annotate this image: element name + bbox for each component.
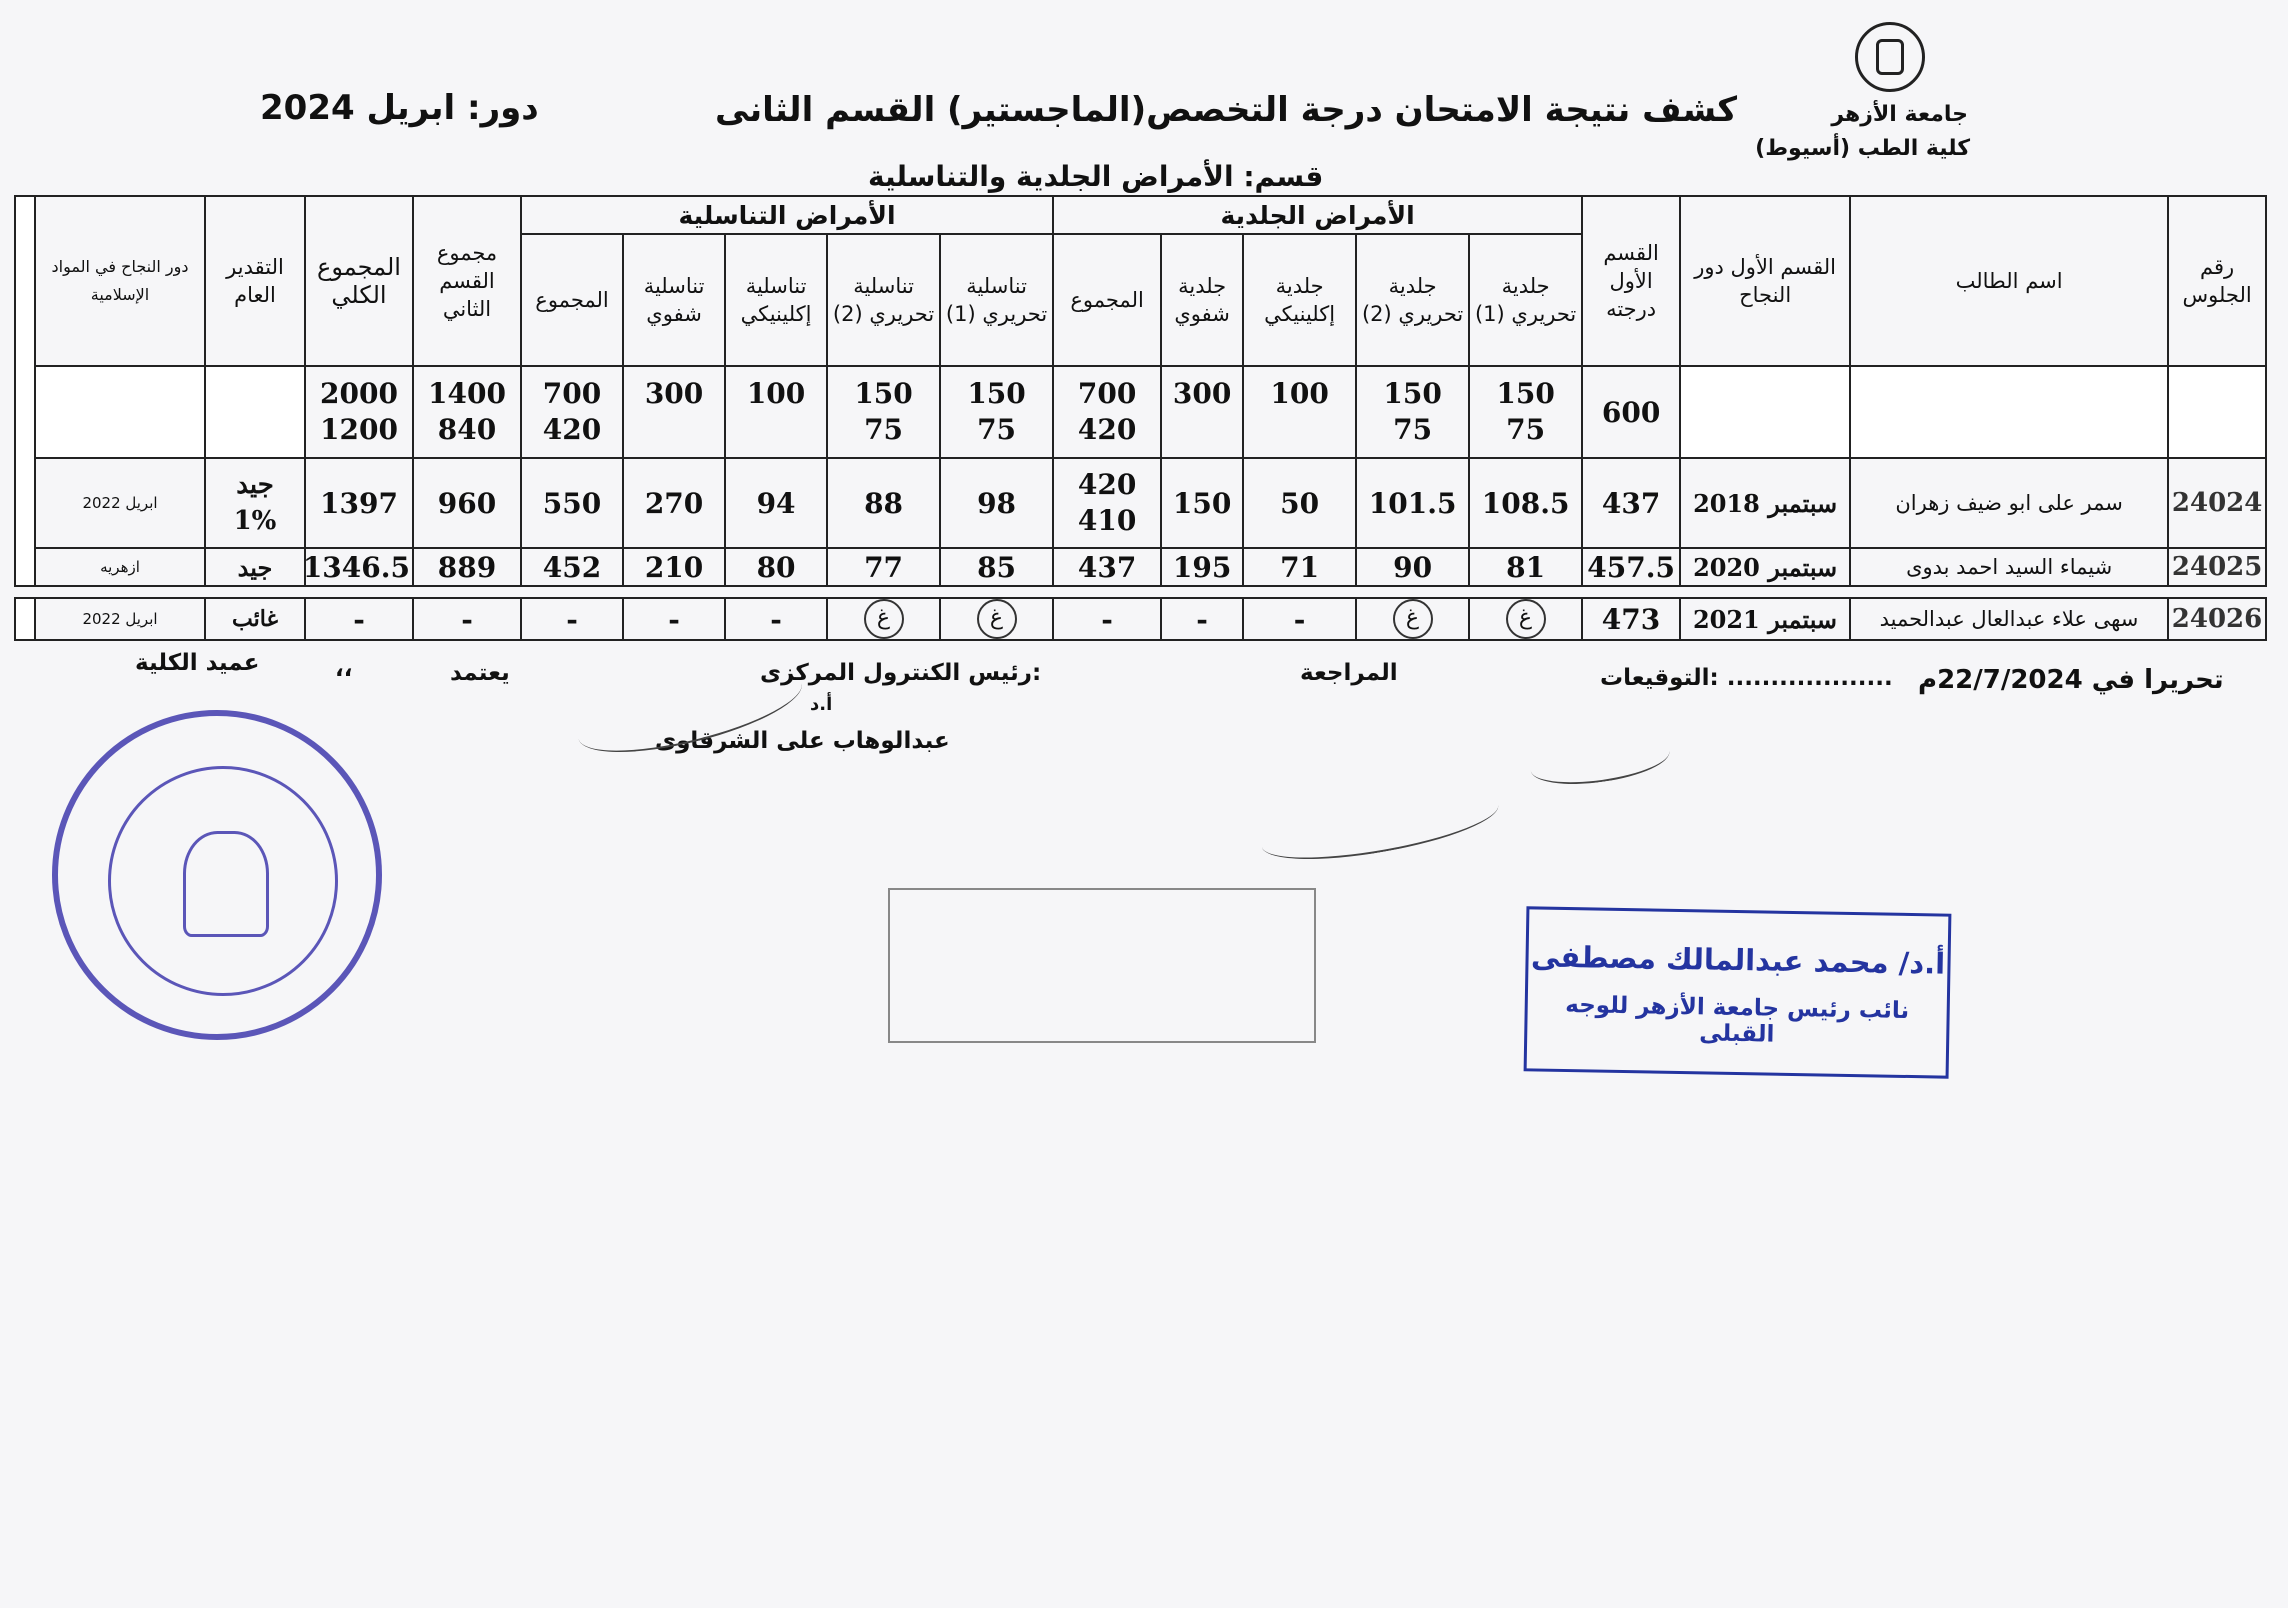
row-derm-w1: 108.5 <box>1469 458 1582 548</box>
max-derm-total: 700 420 <box>1053 366 1161 458</box>
row-part2: 889 <box>413 548 521 586</box>
results-table-last-row <box>14 597 2267 641</box>
exam-session: دور: ابريل 2024 <box>260 88 539 128</box>
col-derm-clinical-header: جلدية إكلينيكي <box>1243 234 1356 366</box>
row-part2: - <box>413 598 521 640</box>
absent-mark: غ <box>1393 599 1433 639</box>
row-part1-score: 437 <box>1582 458 1680 548</box>
row-derm-total: 420 410 <box>1053 458 1161 548</box>
dean-label: عميد الكلية <box>135 650 260 676</box>
row-ven-w2: 88 <box>827 458 940 548</box>
stamp-line-1: أ.د/ محمد عبدالمالك مصطفى <box>1530 939 1946 981</box>
col-ven-w1-header: تناسلية تحريري (1) <box>940 234 1053 366</box>
row-islamic: ازهريه <box>35 548 205 586</box>
max-grand: 2000 1200 <box>305 366 413 458</box>
table-row <box>15 598 2266 640</box>
table-edge <box>15 196 35 586</box>
row-name: سهى علاء عبدالعال عبدالحميد <box>1850 598 2168 640</box>
row-grand: 1397 <box>305 458 413 548</box>
row-seat: 24026 <box>2168 598 2266 640</box>
col-derm-w1-header: جلدية تحريري (1) <box>1469 234 1582 366</box>
max-part2: 1400 840 <box>413 366 521 458</box>
max-part1: 600 <box>1582 366 1680 458</box>
issue-date: تحريرا في 22/7/2024م <box>1918 665 2224 695</box>
row-name: سمر على ابو ضيف زهران <box>1850 458 2168 548</box>
col-seat-header: رقم الجلوس <box>2168 196 2266 366</box>
row-part1-score: 473 <box>1582 598 1680 640</box>
col-derm-w2-header: جلدية تحريري (2) <box>1356 234 1469 366</box>
row-derm-w2: 90 <box>1356 548 1469 586</box>
col-ven-oral-header: تناسلية شفوي <box>623 234 725 366</box>
university-name: جامعة الأزهر <box>1831 102 1968 127</box>
max-ven-oral: 300 <box>623 366 725 458</box>
table-row <box>15 458 2266 548</box>
max-ven-w2: 150 75 <box>827 366 940 458</box>
col-part1-session-header: القسم الأول دور النجاح <box>1680 196 1850 366</box>
row-ven-total: 452 <box>521 548 623 586</box>
row-ven-clinical: 80 <box>725 548 827 586</box>
max-derm-clinical: 100 <box>1243 366 1356 458</box>
max-islamic-cell <box>35 366 205 458</box>
eagle-emblem-icon <box>183 831 269 937</box>
col-part2-total-header: مجموع القسم الثاني <box>413 196 521 366</box>
max-seat-cell <box>2168 366 2266 458</box>
row-ven-total: - <box>521 598 623 640</box>
max-marks-row <box>15 366 2266 458</box>
col-ven-total-header: المجموع <box>521 234 623 366</box>
row-ven-w2 <box>827 598 940 640</box>
max-grade-cell <box>205 366 305 458</box>
signatures-label: التوقيعات: ................... <box>1600 665 1893 691</box>
faculty-name: كلية الطب (أسيوط) <box>1755 136 1970 161</box>
row-derm-clinical: - <box>1243 598 1356 640</box>
col-ven-w2-header: تناسلية تحريري (2) <box>827 234 940 366</box>
row-ven-total: 550 <box>521 458 623 548</box>
box-stamp <box>888 888 1316 1043</box>
row-grade: غائب <box>205 598 305 640</box>
row-ven-clinical: 94 <box>725 458 827 548</box>
reviewer-signature <box>1528 730 1672 791</box>
row-islamic: ابريل 2022 <box>35 458 205 548</box>
max-name-cell <box>1850 366 2168 458</box>
max-ven-clinical: 100 <box>725 366 827 458</box>
row-ven-w1: 98 <box>940 458 1053 548</box>
col-name-header: اسم الطالب <box>1850 196 2168 366</box>
row-derm-oral: 195 <box>1161 548 1243 586</box>
department-title: قسم: الأمراض الجلدية والتناسلية <box>868 160 1324 193</box>
page-title: كشف نتيجة الامتحان درجة التخصص(الماجستير) القسم الثانى <box>715 90 1738 130</box>
row-grand: - <box>305 598 413 640</box>
row-islamic: ابريل 2022 <box>35 598 205 640</box>
row-name: شيماء السيد احمد بدوى <box>1850 548 2168 586</box>
row-ven-w2: 77 <box>827 548 940 586</box>
absent-mark: غ <box>977 599 1017 639</box>
row-ven-w1: 85 <box>940 548 1053 586</box>
row-derm-total: - <box>1053 598 1161 640</box>
row-part1-session: سبتمبر 2018 <box>1680 458 1850 548</box>
max-derm-oral: 300 <box>1161 366 1243 458</box>
row-derm-w2: 101.5 <box>1356 458 1469 548</box>
row-ven-w1 <box>940 598 1053 640</box>
row-derm-total: 437 <box>1053 548 1161 586</box>
row-grand: 1346.5 <box>305 548 413 586</box>
control-head-label: رئيس الكنترول المركزى: <box>760 660 1042 686</box>
max-derm-w1: 150 75 <box>1469 366 1582 458</box>
row-ven-oral: 270 <box>623 458 725 548</box>
table-row <box>15 548 2266 586</box>
reviewer-label: المراجعة <box>1300 660 1398 686</box>
results-table <box>14 195 2267 587</box>
row-grade: جيد <box>205 548 305 586</box>
row-part1-score: 457.5 <box>1582 548 1680 586</box>
row-derm-w2 <box>1356 598 1469 640</box>
absent-mark: غ <box>864 599 904 639</box>
row-part1-session: سبتمبر 2021 <box>1680 598 1850 640</box>
col-derm-total-header: المجموع <box>1053 234 1161 366</box>
absent-mark: غ <box>1506 599 1546 639</box>
row-ven-clinical: - <box>725 598 827 640</box>
col-grade-header: التقدير العام <box>205 196 305 366</box>
faculty-seal <box>52 710 382 1040</box>
row-grade: جيد 1% <box>205 458 305 548</box>
max-derm-w2: 150 75 <box>1356 366 1469 458</box>
col-grand-total-header: المجموع الكلي <box>305 196 413 366</box>
table-edge <box>15 598 35 640</box>
approved-label: يعتمد <box>450 660 510 686</box>
derm-group-header: الأمراض الجلدية <box>1053 196 1582 234</box>
row-derm-oral: 150 <box>1161 458 1243 548</box>
row-seat: 24024 <box>2168 458 2266 548</box>
prof-abbrev: أ.د <box>810 694 833 715</box>
stamp-line-2: نائب رئيس جامعة الأزهر للوجه القبلى <box>1565 991 1910 1048</box>
col-islamic-header: دور النجاح في المواد الإسلامية <box>35 196 205 366</box>
row-derm-w1 <box>1469 598 1582 640</box>
row-derm-clinical: 50 <box>1243 458 1356 548</box>
university-logo <box>1855 22 1925 92</box>
row-part2: 960 <box>413 458 521 548</box>
col-ven-clinical-header: تناسلية إكلينيكي <box>725 234 827 366</box>
row-derm-oral: - <box>1161 598 1243 640</box>
row-ven-oral: - <box>623 598 725 640</box>
max-ven-total: 700 420 <box>521 366 623 458</box>
control-head-name: عبدالوهاب على الشرقاوى <box>655 728 950 754</box>
row-part1-session: سبتمبر 2020 <box>1680 548 1850 586</box>
col-derm-oral-header: جلدية شفوي <box>1161 234 1243 366</box>
max-ven-w1: 150 75 <box>940 366 1053 458</box>
ven-group-header: الأمراض التناسلية <box>521 196 1053 234</box>
dean-signature <box>1257 780 1502 873</box>
vice-president-stamp <box>1524 906 1952 1078</box>
row-derm-clinical: 71 <box>1243 548 1356 586</box>
row-seat: 24025 <box>2168 548 2266 586</box>
col-part1-score-header: القسم الأول درجته <box>1582 196 1680 366</box>
approved-sep: ،، <box>335 656 353 682</box>
row-ven-oral: 210 <box>623 548 725 586</box>
max-session-cell <box>1680 366 1850 458</box>
row-derm-w1: 81 <box>1469 548 1582 586</box>
